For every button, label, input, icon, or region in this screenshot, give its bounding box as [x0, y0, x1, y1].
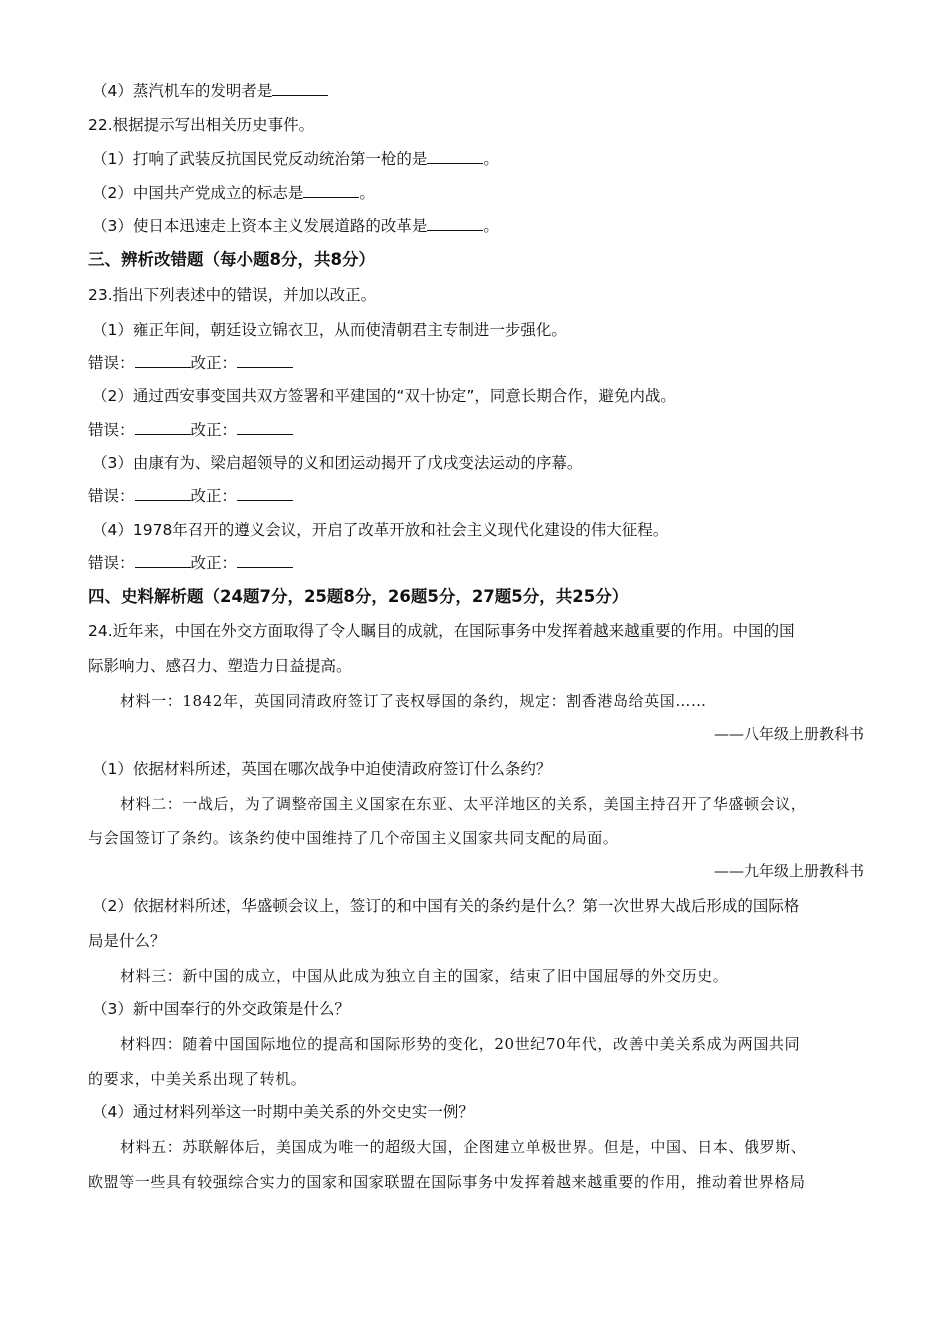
q23-item-3: （3）由康有为、梁启超领导的义和团运动揭开了戊戌变法运动的序幕。 — [92, 454, 583, 472]
material-2-source: ——九年级上册教科书 — [713, 862, 864, 880]
q22-item-2-text: （2）中国共产党成立的标志是 — [92, 184, 304, 202]
period: 。 — [359, 184, 375, 202]
error-blank[interactable] — [135, 352, 191, 368]
section-3-title: 三、辨析改错题（每小题8分，共8分） — [88, 250, 375, 269]
q22-item-3 — [92, 215, 499, 237]
fix-blank[interactable] — [237, 485, 293, 501]
q24-item-3: （3）新中国奉行的外交政策是什么？ — [92, 1000, 350, 1018]
q22-item-3-text: （3）使日本迅速走上资本主义发展道路的改革是 — [92, 217, 428, 235]
answer-blank[interactable] — [303, 182, 359, 198]
period: 。 — [483, 217, 499, 235]
q23-item-2: （2）通过西安事变国共双方签署和平建国的“双十协定”，同意长期合作，避免内战。 — [92, 387, 676, 405]
q22-item-1 — [92, 148, 499, 170]
q22-item-1-text: （1）打响了武装反抗国民党反动统治第一枪的是 — [92, 150, 428, 168]
q24-stem-line-2: 际影响力、感召力、塑造力日益提高。 — [88, 657, 352, 675]
section-4-title: 四、史料解析题（24题7分，25题8分，26题5分，27题5分，共25分） — [88, 587, 629, 606]
material-1: 材料一：1842年，英国同清政府签订了丧权辱国的条约，规定：割香港岛给英国…… — [120, 692, 707, 710]
answer-blank[interactable] — [427, 215, 483, 231]
q23-answer-row-3 — [88, 485, 293, 507]
period: 。 — [483, 150, 499, 168]
q21-item-4 — [92, 80, 328, 102]
material-2-line-1: 材料二：一战后，为了调整帝国主义国家在东亚、太平洋地区的关系，美国主持召开了华盛顿会议， — [120, 795, 807, 813]
material-3: 材料三：新中国的成立，中国从此成为独立自主的国家，结束了旧中国屈辱的外交历史。 — [120, 967, 729, 985]
fix-label: 改正： — [190, 421, 238, 439]
fix-label: 改正： — [190, 354, 238, 372]
error-label: 错误： — [88, 487, 135, 505]
q24-stem-line-1: 24.近年来，中国在外交方面取得了令人瞩目的成就，在国际事务中发挥着越来越重要的作用。中国的国 — [88, 622, 795, 640]
material-1-source: ——八年级上册教科书 — [713, 725, 864, 743]
error-label: 错误： — [88, 554, 135, 572]
error-blank[interactable] — [135, 552, 191, 568]
q23-stem: 23.指出下列表述中的错误，并加以改正。 — [88, 286, 377, 304]
error-blank[interactable] — [135, 485, 191, 501]
q24-item-2-line-2: 局是什么？ — [88, 932, 166, 950]
fix-blank[interactable] — [237, 419, 293, 435]
q23-answer-row-2 — [88, 419, 293, 441]
material-5-line-1: 材料五：苏联解体后，美国成为唯一的超级大国，企图建立单极世界。但是，中国、日本、俄罗斯、 — [120, 1138, 807, 1156]
material-5-line-2: 欧盟等一些具有较强综合实力的国家和国家联盟在国际事务中发挥着越来越重要的作用，推动着世界格局 — [88, 1173, 806, 1191]
q24-item-4: （4）通过材料列举这一时期中美关系的外交史实一例？ — [92, 1103, 474, 1121]
q23-answer-row-4 — [88, 552, 293, 574]
q23-item-1: （1）雍正年间，朝廷设立锦衣卫，从而使清朝君主专制进一步强化。 — [92, 321, 567, 339]
q22-stem: 22.根据提示写出相关历史事件。 — [88, 116, 315, 134]
q23-answer-row-1 — [88, 352, 293, 374]
material-4-line-1: 材料四：随着中国国际地位的提高和国际形势的变化，20世纪70年代，改善中美关系成为两国共同 — [120, 1035, 801, 1053]
answer-blank[interactable] — [427, 148, 483, 164]
material-4-line-2: 的要求，中美关系出现了转机。 — [88, 1070, 307, 1088]
q24-item-1: （1）依据材料所述，英国在哪次战争中迫使清政府签订什么条约？ — [92, 760, 552, 778]
error-label: 错误： — [88, 421, 135, 439]
fix-label: 改正： — [190, 554, 238, 572]
answer-blank[interactable] — [272, 80, 328, 96]
error-label: 错误： — [88, 354, 135, 372]
q24-item-2-line-1: （2）依据材料所述，华盛顿会议上，签订的和中国有关的条约是什么？第一次世界大战后形成的国际格 — [92, 897, 800, 915]
material-2-line-2: 与会国签订了条约。该条约使中国维持了几个帝国主义国家共同支配的局面。 — [88, 829, 619, 847]
q21-item-4-text: （4）蒸汽机车的发明者是 — [92, 82, 273, 100]
q23-item-4: （4）1978年召开的遵义会议，开启了改革开放和社会主义现代化建设的伟大征程。 — [92, 521, 669, 539]
error-blank[interactable] — [135, 419, 191, 435]
q22-item-2 — [92, 182, 375, 204]
fix-blank[interactable] — [237, 352, 293, 368]
fix-label: 改正： — [190, 487, 238, 505]
fix-blank[interactable] — [237, 552, 293, 568]
